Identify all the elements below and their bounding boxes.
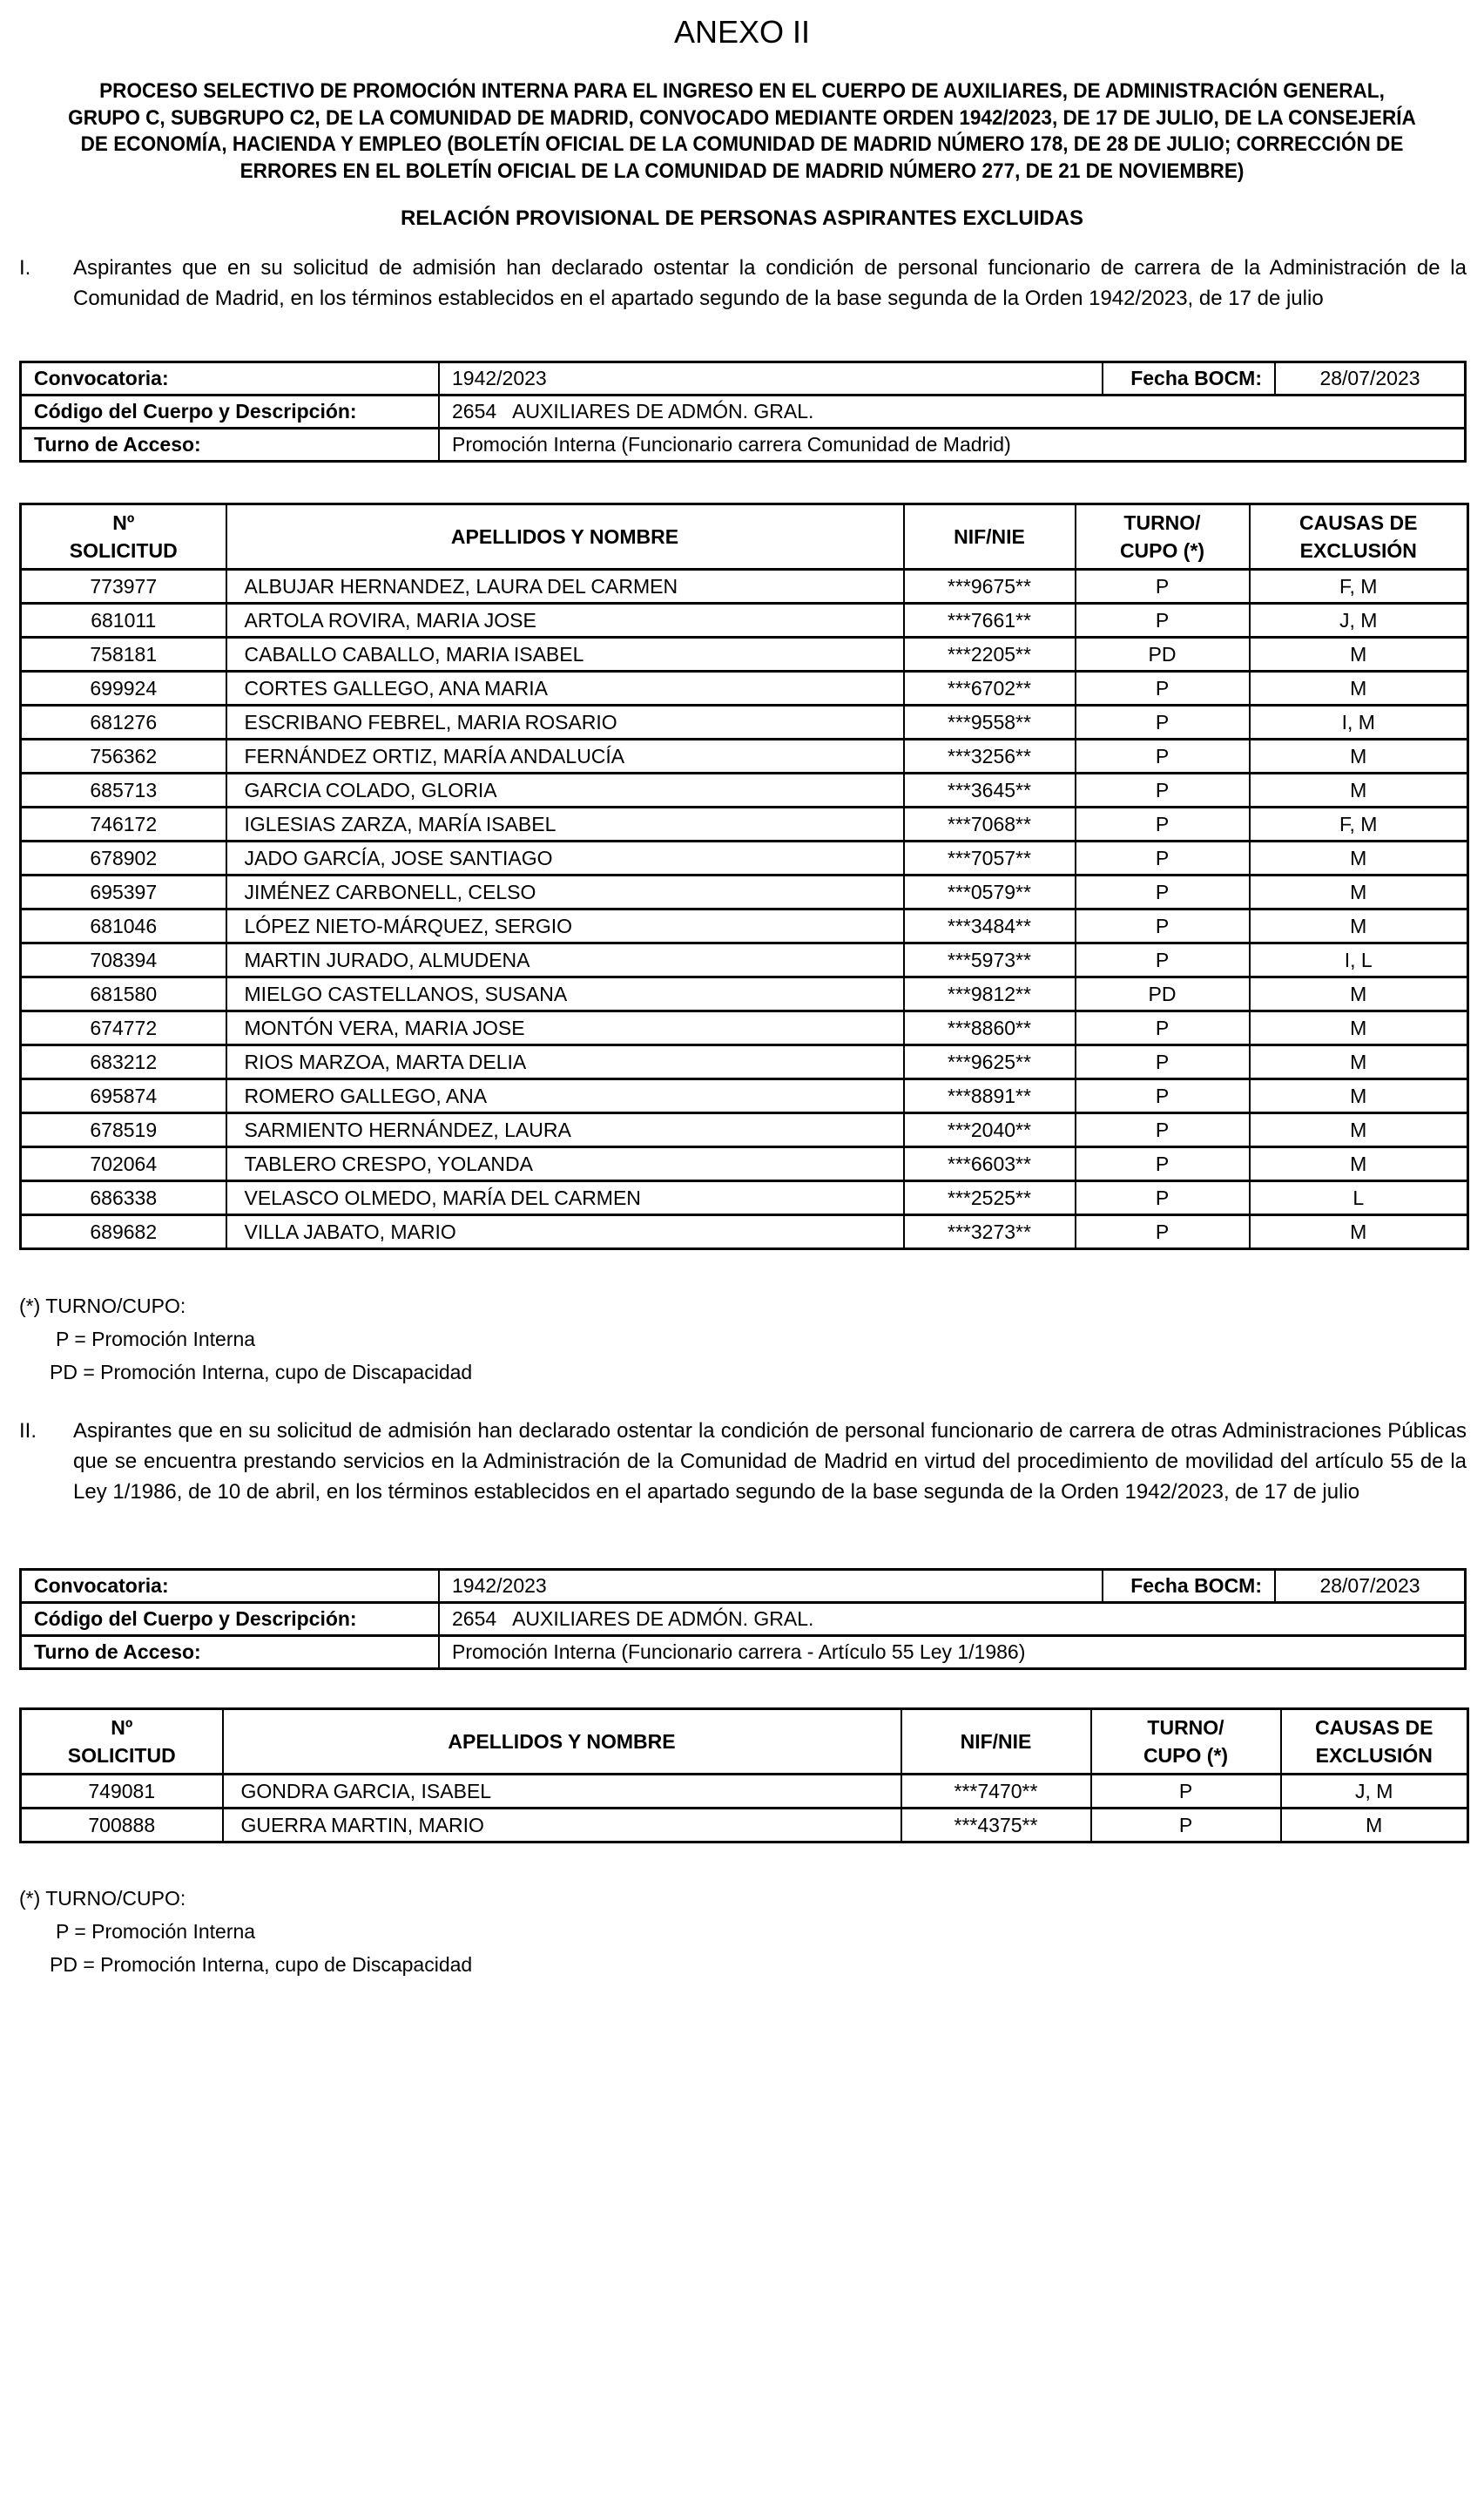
col-causas: CAUSAS DE EXCLUSIÓN <box>1250 504 1468 570</box>
cell-nif: ***6702** <box>904 672 1076 706</box>
cell-turno: P <box>1076 570 1250 604</box>
cell-nombre: CABALLO CABALLO, MARIA ISABEL <box>226 638 904 672</box>
cell-solicitud: 702064 <box>21 1147 226 1181</box>
table-row <box>21 943 1468 977</box>
cell-turno: P <box>1091 1775 1281 1809</box>
cell-nombre: JADO GARCÍA, JOSE SANTIAGO <box>226 842 904 876</box>
section-number: I. <box>19 256 31 280</box>
convocatoria-label: Convocatoria: <box>21 1570 440 1603</box>
cell-causas: J, M <box>1250 604 1468 638</box>
section-text: Aspirantes que en su solicitud de admisión han declarado ostentar la condición de personal funcionario de carrera de la Administración de la Comunidad de Madrid, en los términos establecidos en el apartado segundo de la base segunda de la Orden 1942/2023, de 17 de julio <box>73 256 1467 310</box>
table-row <box>21 1079 1468 1113</box>
cell-nombre: MARTIN JURADO, ALMUDENA <box>226 943 904 977</box>
table-row <box>21 909 1468 943</box>
cell-nombre: TABLERO CRESPO, YOLANDA <box>226 1147 904 1181</box>
section-1-excluded-table <box>19 503 1469 1250</box>
cell-turno: PD <box>1076 977 1250 1011</box>
fecha-bocm-value: 28/07/2023 <box>1275 1570 1466 1603</box>
footnote-p: P = Promoción Interna <box>56 1328 256 1350</box>
col-nombre: APELLIDOS Y NOMBRE <box>226 504 904 570</box>
cell-nif: ***3645** <box>904 774 1076 808</box>
col-nif: NIF/NIE <box>904 504 1076 570</box>
section-1-intro <box>19 253 1467 314</box>
table-row <box>21 808 1468 842</box>
cell-causas: I, M <box>1250 706 1468 740</box>
section-number: II. <box>19 1419 37 1443</box>
cell-nombre: CORTES GALLEGO, ANA MARIA <box>226 672 904 706</box>
col-turno: TURNO/ CUPO (*) <box>1091 1709 1281 1775</box>
cell-nif: ***9812** <box>904 977 1076 1011</box>
cell-turno: P <box>1076 842 1250 876</box>
cell-solicitud: 681011 <box>21 604 226 638</box>
fecha-bocm-label: Fecha BOCM: <box>1103 362 1275 396</box>
cell-nombre: RIOS MARZOA, MARTA DELIA <box>226 1045 904 1079</box>
cell-turno: P <box>1076 1045 1250 1079</box>
cell-nombre: MONTÓN VERA, MARIA JOSE <box>226 1011 904 1045</box>
table-row <box>21 1113 1468 1147</box>
annex-title: ANEXO II <box>673 14 811 50</box>
cell-causas: L <box>1250 1181 1468 1215</box>
cell-causas: M <box>1250 774 1468 808</box>
cell-turno: P <box>1076 943 1250 977</box>
cell-solicitud: 686338 <box>21 1181 226 1215</box>
table-row <box>21 638 1468 672</box>
cell-solicitud: 708394 <box>21 943 226 977</box>
cell-causas: M <box>1250 876 1468 909</box>
cell-nif: ***7661** <box>904 604 1076 638</box>
cell-nombre: GONDRA GARCIA, ISABEL <box>223 1775 901 1809</box>
cell-solicitud: 674772 <box>21 1011 226 1045</box>
cell-turno: P <box>1076 706 1250 740</box>
codigo-cuerpo-label: Código del Cuerpo y Descripción: <box>21 396 440 429</box>
cell-nif: ***9558** <box>904 706 1076 740</box>
table-row <box>21 774 1468 808</box>
cell-nombre: LÓPEZ NIETO-MÁRQUEZ, SERGIO <box>226 909 904 943</box>
cell-solicitud: 683212 <box>21 1045 226 1079</box>
cell-nif: ***8891** <box>904 1079 1076 1113</box>
cell-turno: P <box>1076 1147 1250 1181</box>
section-2-intro <box>19 1416 1467 1507</box>
cell-turno: P <box>1076 672 1250 706</box>
cell-nombre: VELASCO OLMEDO, MARÍA DEL CARMEN <box>226 1181 904 1215</box>
cell-causas: J, M <box>1281 1775 1468 1809</box>
cell-solicitud: 678519 <box>21 1113 226 1147</box>
cell-causas: M <box>1250 638 1468 672</box>
cell-nif: ***8860** <box>904 1011 1076 1045</box>
table-row <box>21 570 1468 604</box>
cell-causas: M <box>1250 672 1468 706</box>
convocatoria-value: 1942/2023 <box>439 1570 1103 1603</box>
cell-causas: F, M <box>1250 808 1468 842</box>
codigo-cuerpo-value: 2654 AUXILIARES DE ADMÓN. GRAL. <box>439 396 1466 429</box>
col-causas: CAUSAS DE EXCLUSIÓN <box>1281 1709 1468 1775</box>
table-row <box>21 1809 1468 1843</box>
cell-turno: P <box>1076 1215 1250 1249</box>
footnote-title: (*) TURNO/CUPO: <box>19 1887 186 1910</box>
codigo-cuerpo-value: 2654 AUXILIARES DE ADMÓN. GRAL. <box>439 1603 1466 1636</box>
cell-turno: P <box>1076 876 1250 909</box>
cell-solicitud: 773977 <box>21 570 226 604</box>
cell-solicitud: 695874 <box>21 1079 226 1113</box>
cell-nombre: ESCRIBANO FEBREL, MARIA ROSARIO <box>226 706 904 740</box>
cell-causas: F, M <box>1250 570 1468 604</box>
cell-solicitud: 695397 <box>21 876 226 909</box>
cell-nif: ***9675** <box>904 570 1076 604</box>
col-nombre: APELLIDOS Y NOMBRE <box>223 1709 901 1775</box>
table-row <box>21 672 1468 706</box>
cell-solicitud: 681580 <box>21 977 226 1011</box>
footnote-pd: PD = Promoción Interna, cupo de Discapacidad <box>50 1361 473 1383</box>
table-row <box>21 1215 1468 1249</box>
table-row <box>21 706 1468 740</box>
cell-turno: P <box>1076 740 1250 774</box>
cell-nif: ***7068** <box>904 808 1076 842</box>
table-body <box>21 570 1468 1249</box>
footnote-title: (*) TURNO/CUPO: <box>19 1295 186 1317</box>
cell-causas: M <box>1250 1011 1468 1045</box>
cell-turno: P <box>1076 909 1250 943</box>
cell-solicitud: 746172 <box>21 808 226 842</box>
cell-turno: P <box>1076 604 1250 638</box>
table-header <box>21 504 1468 570</box>
col-solicitud: Nº SOLICITUD <box>21 504 226 570</box>
cell-nombre: ARTOLA ROVIRA, MARIA JOSE <box>226 604 904 638</box>
cell-nif: ***7057** <box>904 842 1076 876</box>
document-subheading: RELACIÓN PROVISIONAL DE PERSONAS ASPIRANTES EXCLUIDAS <box>400 206 1084 230</box>
convocatoria-label: Convocatoria: <box>21 362 440 396</box>
section-text: Aspirantes que en su solicitud de admisión han declarado ostentar la condición de personal funcionario de carrera de otras Administraciones Públicas que se encuentra prestando servicios en la Administración de la Comunidad de Madrid en virtud del procedimiento de movilidad del artículo 55 de la Ley 1/1986, de 10 de abril, en los términos establecidos en el apartado segundo de la base segunda de la Orden 1942/2023, de 17 de julio <box>73 1419 1467 1504</box>
cell-solicitud: 685713 <box>21 774 226 808</box>
fecha-bocm-label: Fecha BOCM: <box>1103 1570 1275 1603</box>
cell-causas: M <box>1250 842 1468 876</box>
turno-acceso-label: Turno de Acceso: <box>21 1636 440 1669</box>
footnote-p: P = Promoción Interna <box>56 1920 256 1943</box>
cell-causas: M <box>1250 1147 1468 1181</box>
cell-nombre: ROMERO GALLEGO, ANA <box>226 1079 904 1113</box>
cell-solicitud: 689682 <box>21 1215 226 1249</box>
cell-solicitud: 756362 <box>21 740 226 774</box>
table-row <box>21 740 1468 774</box>
cell-causas: M <box>1250 740 1468 774</box>
cell-nif: ***0579** <box>904 876 1076 909</box>
cell-nif: ***6603** <box>904 1147 1076 1181</box>
section-2-footnote <box>19 1882 472 1981</box>
cell-turno: P <box>1091 1809 1281 1843</box>
cell-causas: M <box>1250 909 1468 943</box>
col-turno: TURNO/ CUPO (*) <box>1076 504 1250 570</box>
cell-turno: P <box>1076 1079 1250 1113</box>
cell-causas: M <box>1250 1113 1468 1147</box>
codigo-cuerpo-label: Código del Cuerpo y Descripción: <box>21 1603 440 1636</box>
table-body <box>21 1775 1468 1843</box>
cell-solicitud: 749081 <box>21 1775 223 1809</box>
cell-turno: PD <box>1076 638 1250 672</box>
table-row <box>21 1775 1468 1809</box>
table-row <box>21 977 1468 1011</box>
cell-nif: ***2205** <box>904 638 1076 672</box>
cell-causas: M <box>1250 1215 1468 1249</box>
section-1-footnote <box>19 1289 472 1389</box>
cell-nif: ***2525** <box>904 1181 1076 1215</box>
table-row <box>21 842 1468 876</box>
cell-solicitud: 678902 <box>21 842 226 876</box>
cell-nombre: FERNÁNDEZ ORTIZ, MARÍA ANDALUCÍA <box>226 740 904 774</box>
table-row <box>21 876 1468 909</box>
cell-nif: ***5973** <box>904 943 1076 977</box>
table-row <box>21 1011 1468 1045</box>
cell-solicitud: 758181 <box>21 638 226 672</box>
cell-solicitud: 681046 <box>21 909 226 943</box>
cell-turno: P <box>1076 1113 1250 1147</box>
cell-causas: M <box>1250 1045 1468 1079</box>
table-row <box>21 1045 1468 1079</box>
table-row <box>21 1147 1468 1181</box>
cell-turno: P <box>1076 1011 1250 1045</box>
cell-turno: P <box>1076 774 1250 808</box>
cell-nif: ***4375** <box>901 1809 1091 1843</box>
cell-nif: ***7470** <box>901 1775 1091 1809</box>
cell-turno: P <box>1076 1181 1250 1215</box>
cell-causas: M <box>1250 977 1468 1011</box>
table-header <box>21 1709 1468 1775</box>
cell-nombre: VILLA JABATO, MARIO <box>226 1215 904 1249</box>
cell-nif: ***3484** <box>904 909 1076 943</box>
table-row <box>21 604 1468 638</box>
cell-nif: ***2040** <box>904 1113 1076 1147</box>
cell-causas: M <box>1250 1079 1468 1113</box>
col-nif: NIF/NIE <box>901 1709 1091 1775</box>
table-row <box>21 1181 1468 1215</box>
cell-solicitud: 681276 <box>21 706 226 740</box>
fecha-bocm-value: 28/07/2023 <box>1275 362 1466 396</box>
cell-nombre: IGLESIAS ZARZA, MARÍA ISABEL <box>226 808 904 842</box>
cell-turno: P <box>1076 808 1250 842</box>
cell-solicitud: 699924 <box>21 672 226 706</box>
section-1-info-table <box>19 361 1467 463</box>
cell-causas: I, L <box>1250 943 1468 977</box>
turno-acceso-value: Promoción Interna (Funcionario carrera - Artículo 55 Ley 1/1986) <box>439 1636 1466 1669</box>
turno-acceso-label: Turno de Acceso: <box>21 429 440 462</box>
cell-nif: ***3256** <box>904 740 1076 774</box>
footnote-pd: PD = Promoción Interna, cupo de Discapacidad <box>50 1953 473 1976</box>
cell-nombre: GARCIA COLADO, GLORIA <box>226 774 904 808</box>
cell-nif: ***3273** <box>904 1215 1076 1249</box>
document-heading: PROCESO SELECTIVO DE PROMOCIÓN INTERNA PARA EL INGRESO EN EL CUERPO DE AUXILIARES, DE ADMINISTRACIÓN GENERAL, GRUPO C, SUBGRUPO C2, DE LA COMUNIDAD DE MADRID, CONVOCADO MEDIANTE ORDEN 1942/2023, DE 17 DE JULIO, DE LA CONSEJERÍA DE ECONOMÍA, HACIENDA Y EMPLEO (BOLETÍN OFICIAL DE LA COMUNIDAD DE MADRID NÚMERO 178, DE 28 DE JULIO; CORRECCIÓN DE ERRORES EN EL BOLETÍN OFICIAL DE LA COMUNIDAD DE MADRID NÚMERO 277, DE 21 DE NOVIEMBRE) <box>68 79 1416 183</box>
cell-nif: ***9625** <box>904 1045 1076 1079</box>
cell-nombre: SARMIENTO HERNÁNDEZ, LAURA <box>226 1113 904 1147</box>
cell-causas: M <box>1281 1809 1468 1843</box>
cell-nombre: GUERRA MARTIN, MARIO <box>223 1809 901 1843</box>
cell-nombre: ALBUJAR HERNANDEZ, LAURA DEL CARMEN <box>226 570 904 604</box>
section-2-excluded-table <box>19 1707 1469 1843</box>
cell-nombre: JIMÉNEZ CARBONELL, CELSO <box>226 876 904 909</box>
turno-acceso-value: Promoción Interna (Funcionario carrera Comunidad de Madrid) <box>439 429 1466 462</box>
section-2-info-table <box>19 1568 1467 1670</box>
cell-nombre: MIELGO CASTELLANOS, SUSANA <box>226 977 904 1011</box>
convocatoria-value: 1942/2023 <box>439 362 1103 396</box>
cell-solicitud: 700888 <box>21 1809 223 1843</box>
col-solicitud: Nº SOLICITUD <box>21 1709 223 1775</box>
